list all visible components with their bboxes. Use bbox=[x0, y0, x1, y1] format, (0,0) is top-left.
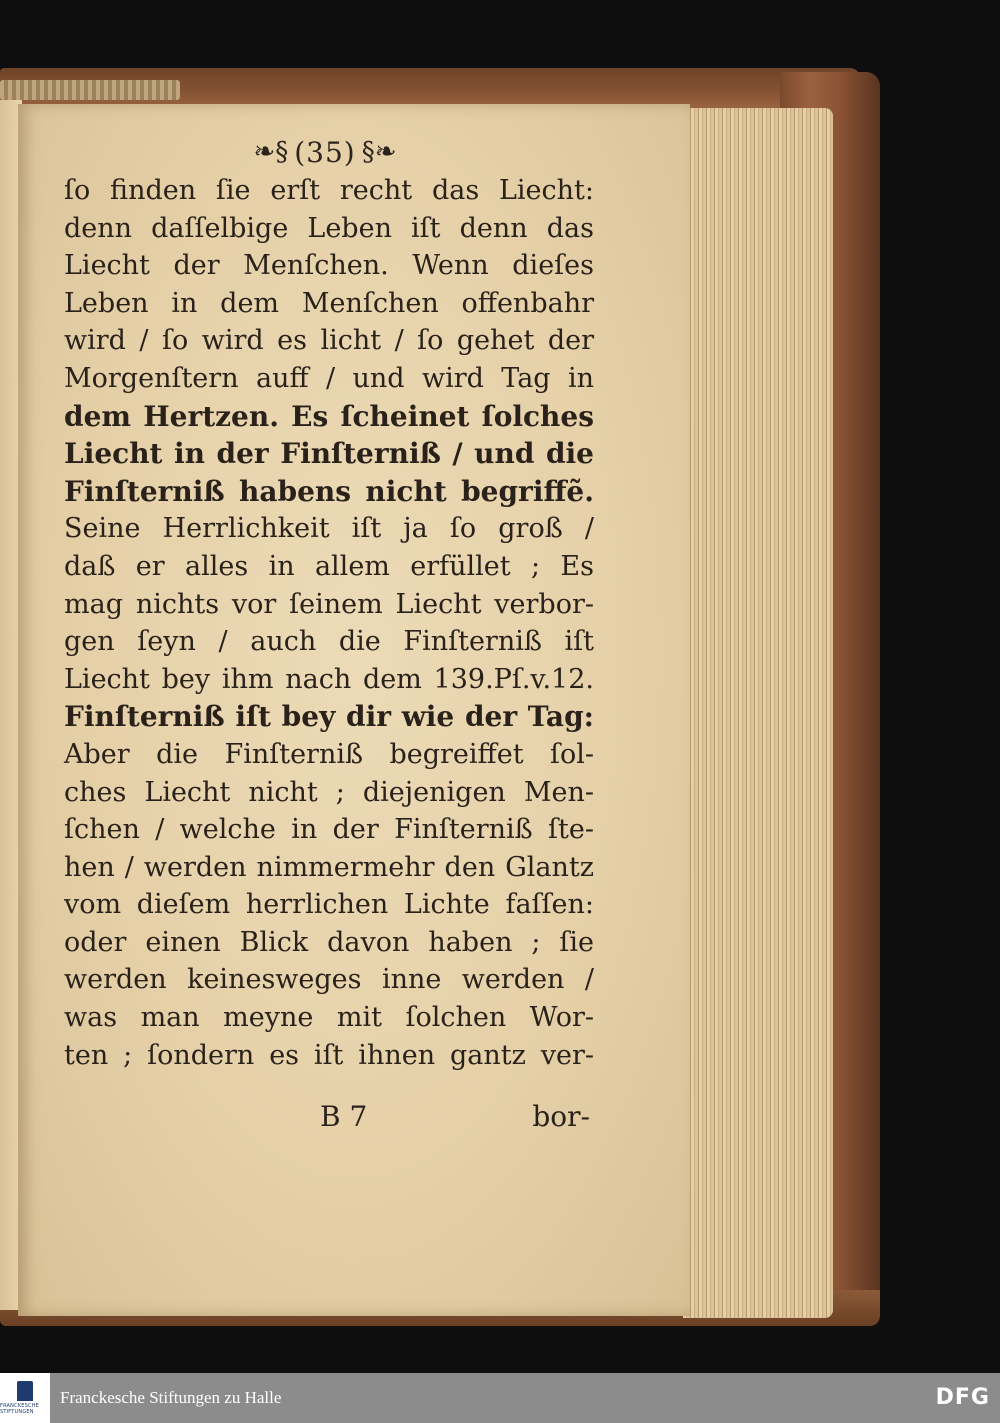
text-line: Liecht in der Finſterniß / und die bbox=[64, 437, 594, 471]
building-icon bbox=[17, 1381, 33, 1401]
text-line: ſo finden ſie erſt recht das Liecht: bbox=[64, 175, 594, 206]
text-line: Morgenſtern auff / und wird Tag in bbox=[64, 362, 594, 394]
institution-name[interactable]: Franckesche Stiftungen zu Halle bbox=[60, 1388, 282, 1407]
text-line: Finſterniß habens nicht begriffẽ. bbox=[64, 474, 594, 508]
text-line: dem Hertzen. Es ſcheinet ſolches bbox=[64, 399, 594, 433]
text-line: wird / ſo wird es licht / ſo gehet der bbox=[64, 325, 594, 357]
text-line: daß er alles in allem erfüllet ; Es bbox=[64, 550, 594, 582]
dfg-logo[interactable]: DFG bbox=[935, 1385, 990, 1410]
book-headband bbox=[0, 80, 180, 100]
institution-logo[interactable] bbox=[0, 1373, 50, 1423]
text-line: vom dieſem herrlichen Lichte faſſen: bbox=[64, 889, 594, 921]
logo-text: FRANCKESCHE STIFTUNGEN bbox=[0, 1403, 40, 1415]
text-line: ches Liecht nicht ; diejenigen Men- bbox=[64, 776, 594, 808]
page-text bbox=[64, 172, 594, 1074]
text-line: denn daſſelbige Leben iſt denn das bbox=[64, 212, 594, 244]
text-line: Seine Herrlichkeit iſt ja ſo groß / bbox=[64, 513, 594, 545]
page-header bbox=[210, 130, 440, 174]
text-line: mag nichts vor ſeinem Liecht verbor- bbox=[64, 588, 594, 620]
page-number: (35) bbox=[294, 135, 356, 169]
text-line: Liecht der Menſchen. Wenn dieſes bbox=[64, 250, 594, 282]
text-line: Leben in dem Menſchen offenbahr bbox=[64, 287, 594, 319]
text-line: gen ſeyn / auch die Finſterniß iſt bbox=[64, 626, 594, 658]
page-edges bbox=[683, 108, 833, 1318]
text-line: ſchen / welche in der Finſterniß ſte- bbox=[64, 814, 594, 846]
text-line: ten ; ſondern es iſt ihnen gantz ver- bbox=[64, 1039, 594, 1071]
text-line: Liecht bey ihm nach dem 139.Pſ.v.12. bbox=[64, 663, 594, 695]
header-ornament-left: ❧§ bbox=[253, 137, 289, 167]
header-ornament-right: §❧ bbox=[361, 137, 397, 167]
text-line: hen / werden nimmermehr den Glantz bbox=[64, 851, 594, 883]
text-line: Finſterniß iſt bey dir wie der Tag: bbox=[64, 700, 594, 734]
text-line: was man meyne mit ſolchen Wor- bbox=[64, 1002, 594, 1034]
signature-mark: B 7 bbox=[320, 1100, 368, 1133]
catchword: bor- bbox=[532, 1100, 590, 1133]
viewer-footer-bar bbox=[0, 1373, 1000, 1423]
text-line: Aber die Finſterniß begreiffet ſol- bbox=[64, 738, 594, 770]
text-line: werden keinesweges inne werden / bbox=[64, 964, 594, 996]
text-line: oder einen Blick davon haben ; ſie bbox=[64, 926, 594, 958]
page-footer-line bbox=[320, 1100, 590, 1140]
